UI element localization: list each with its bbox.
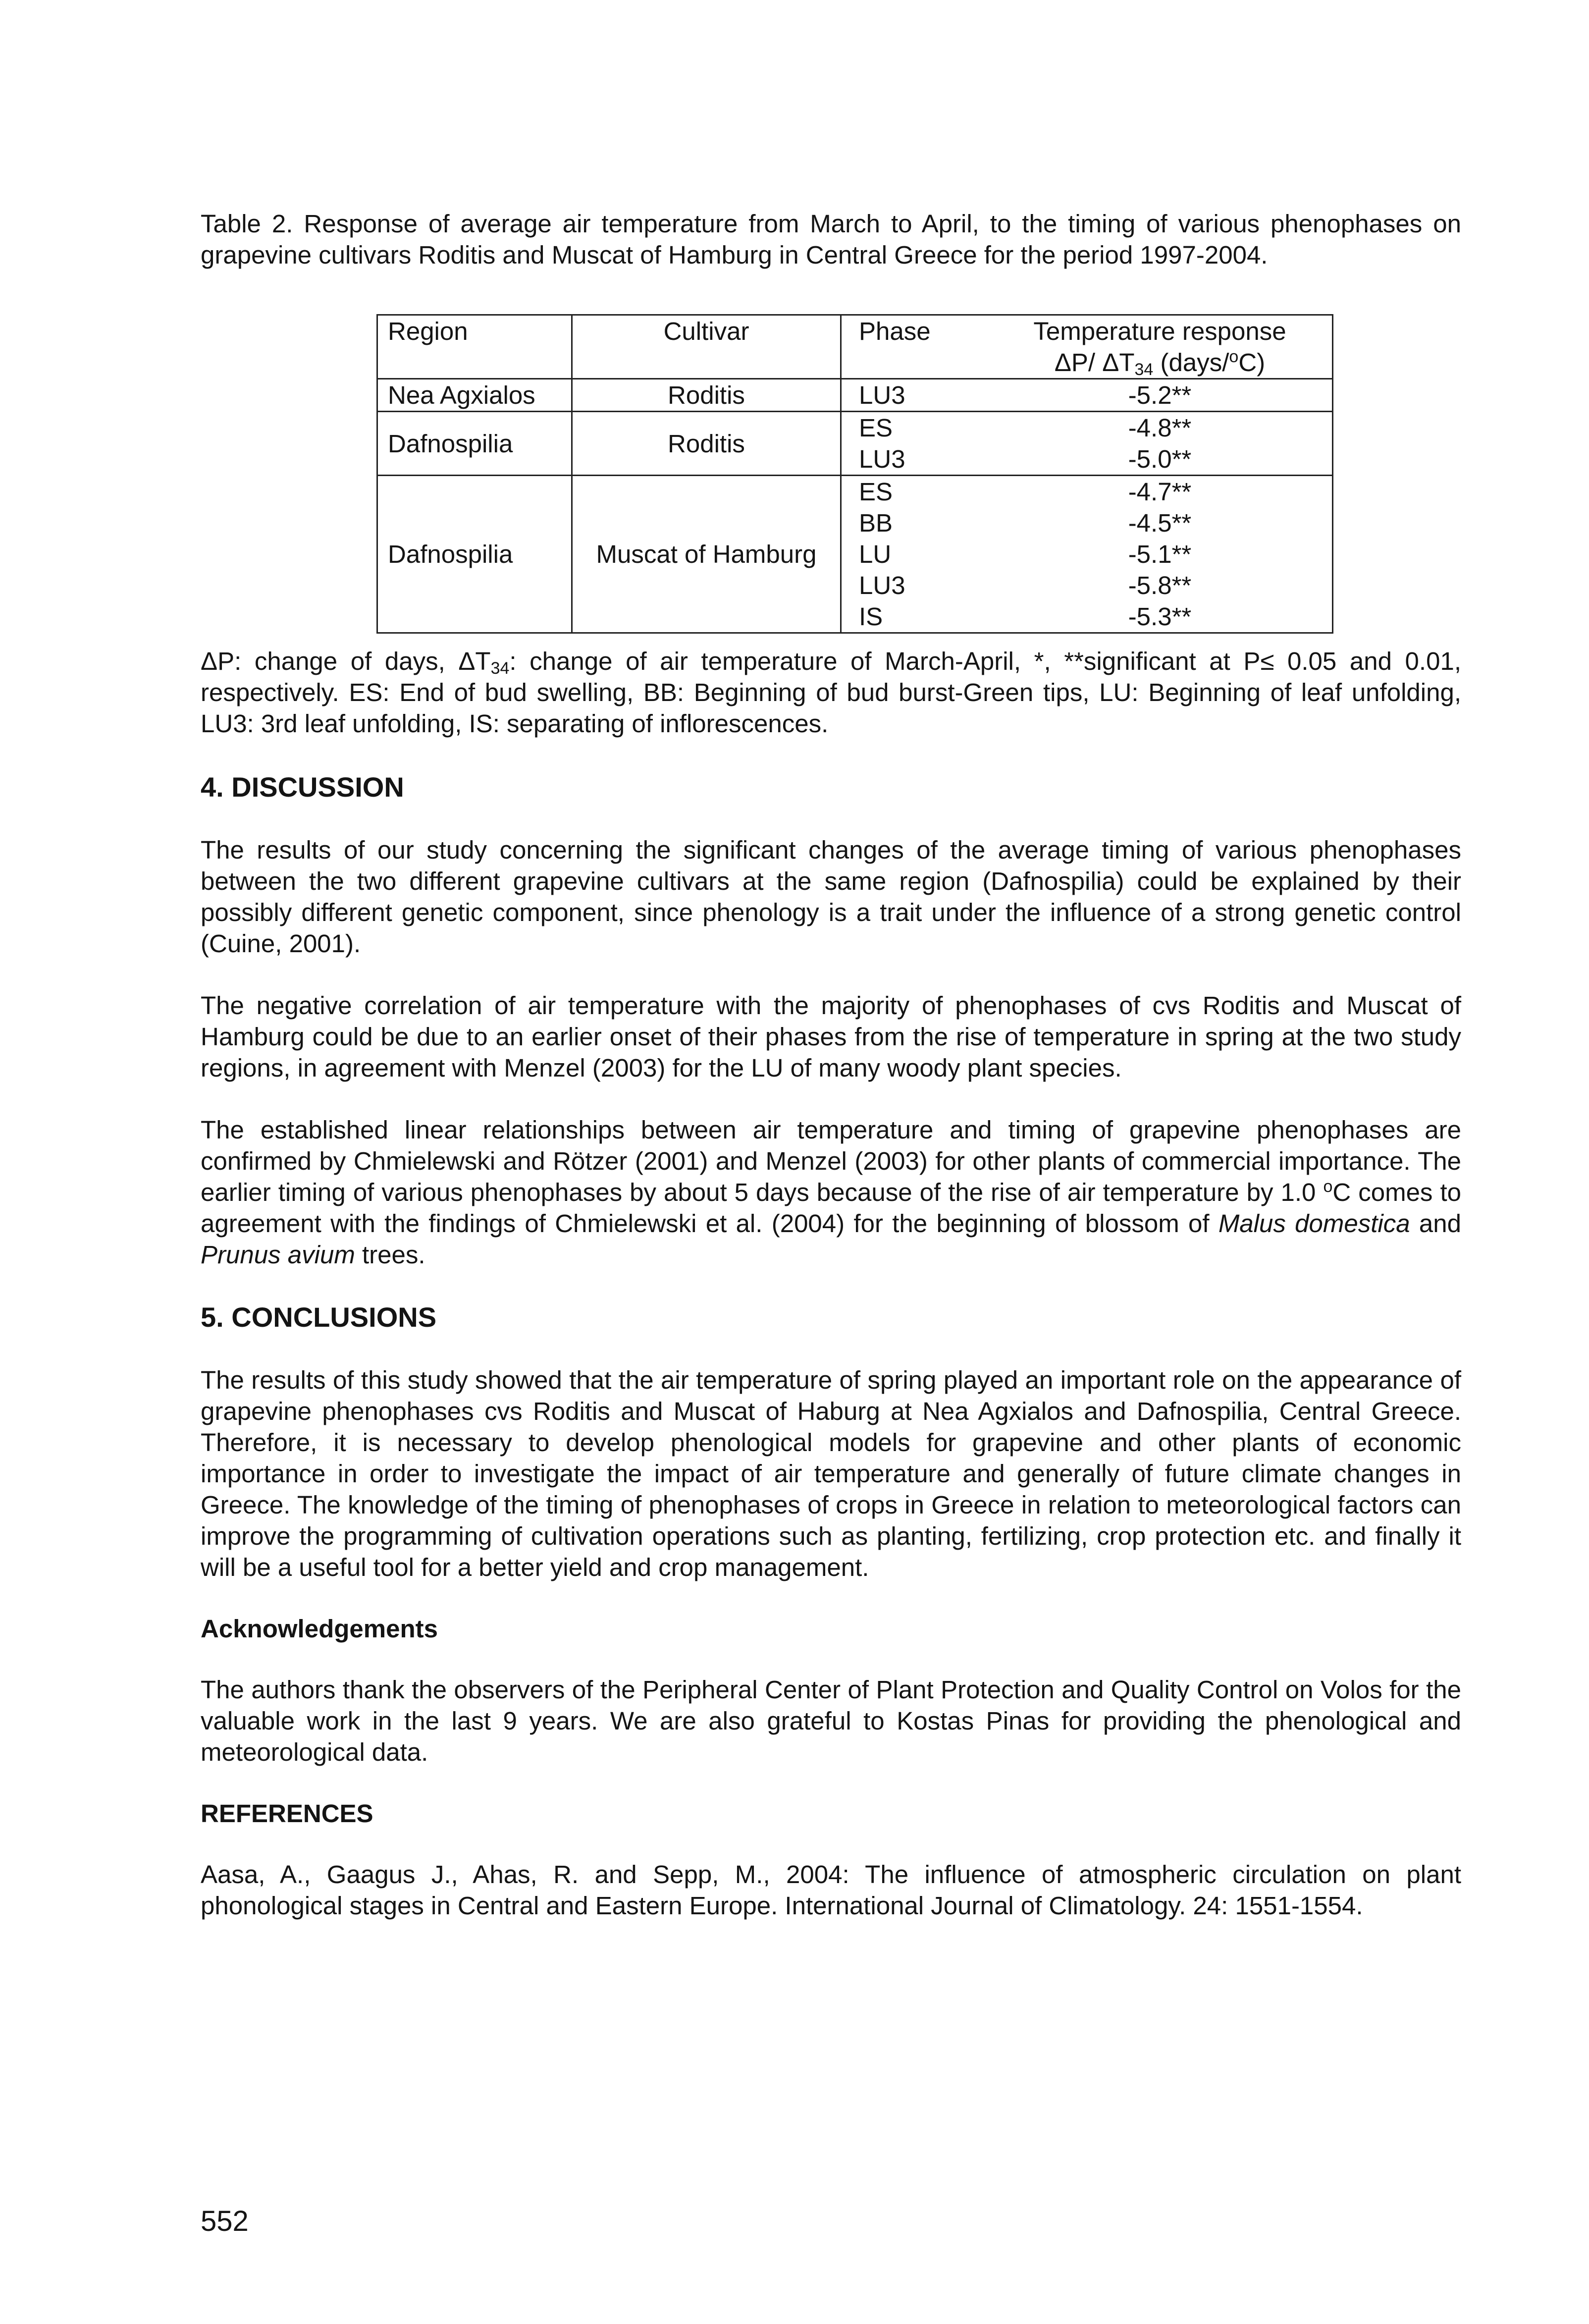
cell-phase: IS [859,602,883,631]
header-celsius-text: C) [1238,348,1266,377]
conclusions-heading: 5. CONCLUSIONS [201,1301,437,1333]
header-region: Region [377,315,572,379]
cell-values [988,379,1333,412]
discussion-p3-text-a: The established linear relationships between air temperature and timing of grapevine phenophases are confirmed by Chmielewski and Rötzer (2001) and Menzel (2003) for other plants of commercial importance. The earlier timing of various phenophases by about 5 days because of the rise of air temperature by 1.0 [201,1116,1461,1206]
cell-region: Dafnospilia [377,476,572,633]
cell-cultivar: Roditis [572,379,841,412]
cell-phase: ES [859,414,893,442]
conclusions-paragraph: The results of this study showed that the air temperature of spring played an important role on the appearance of grapevine phenophases cvs Roditis and Muscat of Haburg at Nea Agxialos and Dafnospilia, Central Greece. Therefore, it is necessary to develop phenological models for grapevine and other plants of economic importance in order to investigate the impact of air temperature and generally of future climate changes in Greece. The knowledge of the timing of phenophases of crops in Greece in relation to meteorological factors can improve the programming of cultivation operations such as planting, fertilizing, crop protection etc. and finally it will be a useful tool for a better yield and crop management. [201,1366,1461,1581]
cell-phases [841,379,988,412]
header-units-text: (days/ [1153,348,1229,377]
header-phase: Phase [841,315,988,379]
discussion-p3-and: and [1410,1209,1461,1238]
header-degree-superscript: o [1229,347,1239,366]
cell-value: -5.0** [1128,445,1192,473]
discussion-paragraph-3 [201,1114,1461,1270]
table-caption: Table 2. Response of average air temperature from March to April, to the timing of various phenophases on grapevine cultivars Roditis and Muscat of Hamburg in Central Greece for the period 1997-2004. [201,210,1461,269]
table-row [377,476,1333,633]
cell-phase: LU3 [859,571,905,599]
page-number: 552 [201,2205,249,2237]
table-row [377,412,1333,476]
paper-page [201,208,1461,1952]
notes-text-rest: : change of air temperature of March-April, *, **significant at P≤ 0.05 and 0.01, respectively. ES: End of bud swelling, BB: Beginning of bud burst-Green tips, LU: Beginning of leaf unfolding, LU3: 3rd leaf unfolding, IS: separating of inflorescences. [201,647,1461,738]
temperature-response-table [376,314,1333,634]
degree-superscript: o [1323,1177,1333,1196]
acknowledgements-heading: Acknowledgements [201,1615,438,1643]
cell-value: -5.1** [1128,540,1192,568]
cell-region: Nea Agxialos [377,379,572,412]
cell-value: -4.8** [1128,414,1192,442]
header-delta-text: ΔP/ ΔT [1054,348,1135,377]
cell-values [988,412,1333,476]
discussion-heading: 4. DISCUSSION [201,771,404,803]
header-response-line1: Temperature response [1033,317,1286,345]
notes-text-start: ΔP: change of days, ΔT [201,647,491,675]
references-heading: REFERENCES [201,1799,373,1828]
cell-phase: LU3 [859,381,905,409]
header-temperature-response [988,315,1333,379]
cell-phases [841,412,988,476]
table-notes [201,646,1461,739]
cell-region: Dafnospilia [377,412,572,476]
cell-phase: LU3 [859,445,905,473]
notes-subscript: 34 [490,659,510,678]
cell-cultivar: Muscat of Hamburg [572,476,841,633]
cell-value: -5.2** [1128,381,1192,409]
header-cultivar: Cultivar [572,315,841,379]
cell-phase: ES [859,478,893,506]
header-response-line2 [1055,348,1265,377]
cell-value: -5.3** [1128,602,1192,631]
cell-value: -4.7** [1128,478,1192,506]
reference-item: Aasa, A., Gaagus J., Ahas, R. and Sepp, M., 2004: The influence of atmospheric circulation on plant phonological stages in Central and Eastern Europe. International Journal of Climatology. 24: 1551-1554. [201,1860,1461,1920]
discussion-paragraph-2: The negative correlation of air temperature with the majority of phenophases of cvs Roditis and Muscat of Hamburg could be due to an earlier onset of their phases from the rise of temperature in spring at the two study regions, in agreement with Menzel (2003) for the LU of many woody plant species. [201,991,1461,1082]
cell-value: -4.5** [1128,509,1192,537]
cell-value: -5.8** [1128,571,1192,599]
cell-phase: LU [859,540,892,568]
cell-phase: BB [859,509,893,537]
cell-phases [841,476,988,633]
table-header-row [377,315,1333,379]
cell-values [988,476,1333,633]
species-malus-domestica: Malus domestica [1218,1209,1410,1238]
header-subscript: 34 [1134,360,1154,379]
discussion-paragraph-1: The results of our study concerning the significant changes of the average timing of various phenophases between the two different grapevine cultivars at the same region (Dafnospilia) could be explained by their possibly different genetic component, since phenology is a trait under the influence of a strong genetic control (Cuine, 2001). [201,836,1461,958]
species-prunus-avium: Prunus avium [201,1241,355,1269]
discussion-p3-end: trees. [355,1241,425,1269]
cell-cultivar: Roditis [572,412,841,476]
discussion-p3-text-b: C comes to agreement with the findings of Chmielewski et al. (2004) for the beginning of blossom of [201,1178,1461,1238]
table-row [377,379,1333,412]
acknowledgements-paragraph: The authors thank the observers of the Peripheral Center of Plant Protection and Quality Control on Volos for the valuable work in the last 9 years. We are also grateful to Kostas Pinas for providing the phenological and meteorological data. [201,1675,1461,1766]
